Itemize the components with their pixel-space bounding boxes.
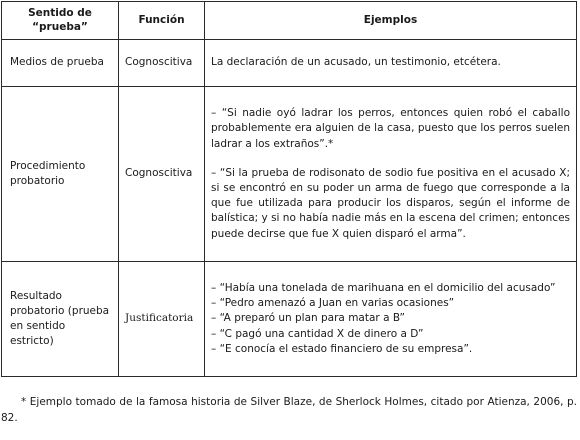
row-sense: Procedimiento probatorio [2, 87, 119, 262]
header-examples: Ejemplos [205, 2, 577, 40]
table-row [2, 40, 577, 87]
row-function: Justificatoria [119, 262, 205, 377]
example-item: – “E conocía el estado financiero de su empresa”. [211, 342, 473, 355]
row-sense: Resultado probatorio (prueba en sentido estricto) [2, 262, 119, 377]
row-examples [205, 87, 577, 262]
example-item: – “C pagó una cantidad X de dinero a D” [211, 327, 424, 340]
evidence-senses-table [1, 1, 577, 377]
row-examples [205, 262, 577, 377]
row-examples [205, 40, 577, 87]
table-row [2, 262, 577, 377]
example-item: – “Si nadie oyó ladrar los perros, entonces quien robó el caballo probablemente era alguien de la casa, puesto que los perros suelen ladrar a los extraños”.* [211, 107, 570, 150]
example-item: – “Pedro amenazó a Juan en varias ocasiones” [211, 297, 455, 310]
footnote: * Ejemplo tomado de la famosa historia de Silver Blaze, de Sherlock Holmes, citado por Atienza, 2006, p. 82. [1, 396, 577, 425]
table-header-row [2, 2, 577, 40]
header-function: Función [119, 2, 205, 40]
example-item: – “A preparó un plan para matar a B” [211, 312, 405, 325]
header-sense: Sentido de “prueba” [2, 2, 119, 40]
example-item: La declaración de un acusado, un testimonio, etcétera. [211, 56, 501, 69]
row-function: Cognoscitiva [119, 40, 205, 87]
example-item: – “Había una tonelada de marihuana en el domicilio del acusado” [211, 281, 556, 294]
table-row [2, 87, 577, 262]
row-sense: Medios de prueba [2, 40, 119, 87]
row-function: Cognoscitiva [119, 87, 205, 262]
example-item: – “Si la prueba de rodisonato de sodio fue positiva en el acusado X; si se encontró en su poder un arma de fuego que corresponde a la que fue utilizada para producir los disparos, según el informe de balística; y si no había nadie más en la escena del crimen; entonces puede decirse que fue X quien disparó el arma”. [211, 166, 570, 240]
